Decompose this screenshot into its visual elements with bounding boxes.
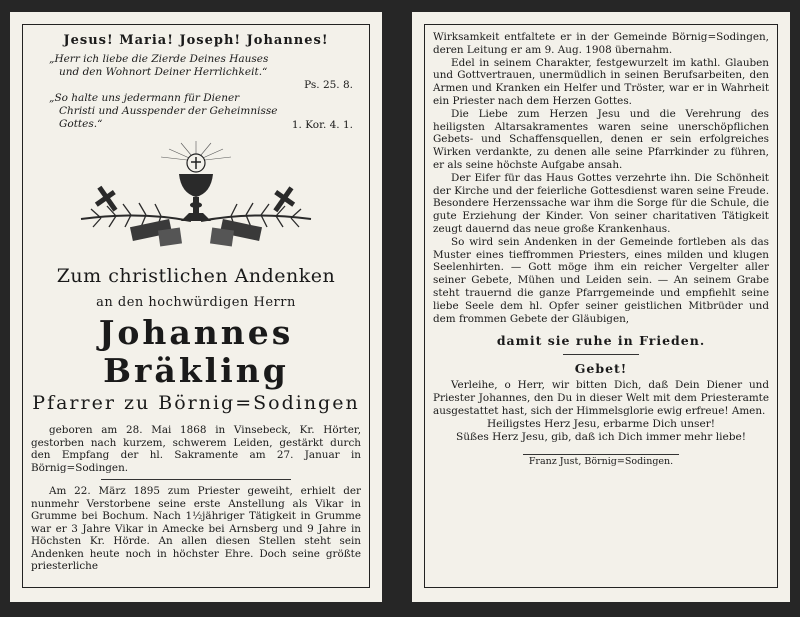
right-card-frame [424, 24, 778, 588]
biography-paragraph: geboren am 28. Mai 1868 in Vinsebeck, Kr. Hörter, gestorben nach kurzem, schwerem Leiden, gestärkt durch den Empfang der hl. Sakramente am 27. Januar in Börnig=Sodingen. [31, 424, 361, 474]
right-card [412, 12, 790, 602]
prayer-line: Süßes Herz Jesu, gib, daß ich Dich immer mehr liebe! [455, 430, 747, 443]
quote-reference: 1. Kor. 4. 1. [291, 119, 353, 131]
left-card [10, 12, 382, 602]
deceased-name: Johannes Bräkling [98, 313, 294, 390]
quote-line: Christi und Ausspender der Geheimnisse [59, 105, 278, 117]
prayer-title: Gebet! [574, 361, 628, 377]
prayer-line: Heiligstes Herz Jesu, erbarme Dich unser! [486, 417, 716, 430]
printer-imprint [433, 454, 769, 468]
quote-line: Gottes.“ [59, 118, 103, 130]
text-paragraph: Der Eifer für das Haus Gottes verzehrte ihn. Die Schönheit der Kirche und der feierliche Gottesdienst waren seine Freude. Besondere Herzenssache war ihm die Sorge für die Schule, die gute Erziehung der Kinder. Von seiner charitativen Tätigkeit zeugt dauernd das neue große Krankenhaus. [433, 171, 769, 235]
text-paragraph: So wird sein Andenken in der Gemeinde fortleben als das Muster eines tieffrommen Priesters, eines milden und klugen Seelenhirten. — Gott möge ihm ein reicher Vergelter aller seiner Gebete, Mühen und Leiden sein. — An seinem Grabe steht trauernd die ganze Pfarrgemeinde und empfiehlt seine liebe Seele dem hl. Opfer seiner geistlichen Mitbrüder und dem frommen Gebete der Gläubigen, [433, 235, 769, 325]
deceased-title: Pfarrer zu Börnig=Sodingen [32, 392, 360, 414]
text-paragraph: Edel in seinem Charakter, festgewurzelt im kathl. Glauben und Gottvertrauen, unermüdlich in seinen Berufsarbeiten, den Armen und Kranken ein Helfer und Tröster, war er in Wahrheit ein Priester nach dem Herzen Gottes. [433, 56, 769, 107]
text-paragraph: Wirksamkeit entfaltete er in der Gemeinde Börnig=Sodingen, deren Leitung er am 9. Aug. 1908 übernahm. [433, 31, 769, 56]
memorial-subheading: an den hochwürdigen Herrn [96, 295, 296, 310]
left-card-frame [22, 24, 370, 588]
quote-line: „Herr ich liebe die Zierde Deines Hauses [49, 53, 269, 65]
quote-line: und den Wohnort Deiner Herrlichkeit.“ [59, 66, 268, 78]
divider [101, 479, 291, 480]
printer-name: Franz Just, Börnig=Sodingen. [523, 454, 679, 468]
quote-reference: Ps. 25. 8. [304, 79, 353, 91]
quote-line: „So halte uns jedermann für Diener [49, 92, 240, 104]
divider [563, 354, 639, 355]
quote-corinthians [31, 92, 361, 131]
chalice-emblem-icon [61, 141, 331, 251]
text-paragraph: Die Liebe zum Herzen Jesu und die Verehrung des heiligsten Altarsakramentes waren seine unerschöpflichen Gebets- und Schaffensquellen, denen er sein erfolgreiches Wirken verdankte, zu denen alle seine Pfarrkinder zu führen, er als seine höchste Aufgabe ansah. [433, 107, 769, 171]
biography-paragraph: Am 22. März 1895 zum Priester geweiht, erhielt der nunmehr Verstorbene seine erste Anstellung als Vikar in Grumme bei Bochum. Nach 1½jähriger Tätigkeit in Grumme war er 3 Jahre Vikar in Amecke bei Arnsberg und 9 Jahre in Höchsten Kr. Hörde. An allen diesen Stellen steht sein Andenken heute noch in höchster Ehre. Doch seine größte priesterliche [31, 485, 361, 572]
closing-line: damit sie ruhe in Frieden. [496, 333, 706, 349]
quote-psalm [31, 53, 361, 92]
prayer-text: Verleihe, o Herr, wir bitten Dich, daß Dein Diener und Priester Johannes, den Du in dieser Welt mit dem Priesteramte ausgestattet hast, sich der Himmelsglorie ewig erfreue! Amen. [433, 379, 769, 417]
memorial-heading: Zum christlichen Andenken [56, 265, 336, 287]
card-header: Jesus! Maria! Joseph! Johannes! [63, 33, 329, 48]
